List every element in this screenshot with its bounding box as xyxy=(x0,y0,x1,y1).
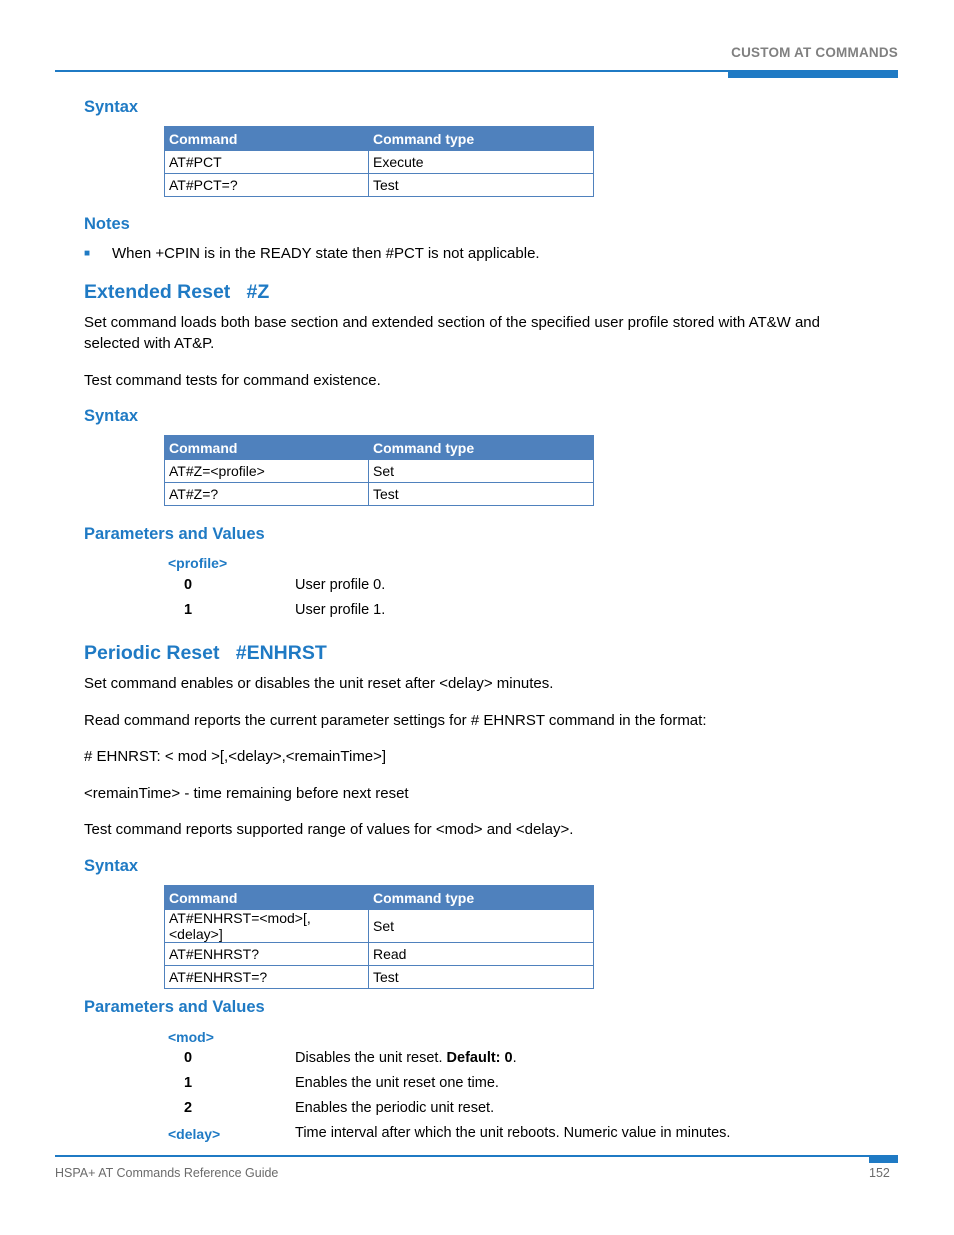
param-value-desc: Enables the periodic unit reset. xyxy=(295,1100,495,1116)
table-cell: AT#ENHRST? xyxy=(165,943,369,966)
page-number: 152 xyxy=(869,1166,890,1180)
z-syntax-table xyxy=(164,435,594,506)
param-value-desc: Enables the unit reset one time. xyxy=(295,1075,499,1091)
param-value-desc: Time interval after which the unit reboots. Numeric value in minutes. xyxy=(295,1125,731,1141)
footer-rule-block xyxy=(869,1155,898,1163)
param-desc-text: Disables the unit reset. xyxy=(295,1050,447,1066)
z-section-title xyxy=(84,281,269,304)
table-cell: AT#Z=? xyxy=(165,483,369,506)
pct-syntax-table xyxy=(164,126,594,197)
table-header-row xyxy=(165,886,594,910)
table-cell: AT#PCT xyxy=(165,151,369,174)
table-row xyxy=(165,483,594,506)
table-cell: Set xyxy=(369,910,594,943)
table-row xyxy=(165,460,594,483)
z-title-text: Extended Reset #Z xyxy=(84,281,270,303)
z-description: Set command loads both base section and extended section of the specified user profile stored with AT&W and selected with AT&P. xyxy=(84,314,820,352)
table-cell: AT#ENHRST=<mod>[,<delay>] xyxy=(165,910,369,943)
param-value-desc xyxy=(295,1050,517,1066)
enhrst-read-format: # EHNRST: < mod >[,<delay>,<remainTime>] xyxy=(84,748,387,765)
param-value: 0 xyxy=(184,577,193,593)
pct-note-text: When +CPIN is in the READY state then #PCT is not applicable. xyxy=(112,245,540,262)
table-row xyxy=(165,174,594,197)
table-cell: Test xyxy=(369,174,594,197)
table-cell: Test xyxy=(369,966,594,989)
param-value: 0 xyxy=(184,1050,193,1066)
param-name-delay: <delay> xyxy=(168,1126,221,1142)
param-value: 1 xyxy=(184,602,193,618)
param-value: 2 xyxy=(184,1100,193,1116)
table-header-row xyxy=(165,436,594,460)
table-row xyxy=(165,910,594,943)
footer-doc-title: HSPA+ AT Commands Reference Guide xyxy=(55,1166,279,1180)
enhrst-title-text: Periodic Reset #ENHRST xyxy=(84,642,327,664)
table-cell: Test xyxy=(369,483,594,506)
table-header-row xyxy=(165,127,594,151)
enhrst-read-description: Read command reports the current parameter settings for # EHNRST command in the format: xyxy=(84,712,707,729)
table-header-cell: Command type xyxy=(369,886,594,910)
table-cell: Set xyxy=(369,460,594,483)
table-header-cell: Command type xyxy=(369,436,594,460)
enhrst-section-title xyxy=(84,642,327,665)
table-header-cell: Command xyxy=(165,127,369,151)
square-bullet-icon: ■ xyxy=(84,248,91,259)
param-name-mod: <mod> xyxy=(168,1029,214,1045)
param-default: Default: 0 xyxy=(446,1050,513,1066)
footer-rule xyxy=(55,1155,898,1157)
enhrst-params-heading: Parameters and Values xyxy=(84,998,265,1016)
table-cell: AT#ENHRST=? xyxy=(165,966,369,989)
enhrst-remaintime-desc: <remainTime> - time remaining before next reset xyxy=(84,785,409,802)
z-syntax-heading: Syntax xyxy=(84,407,139,425)
param-value-desc: User profile 1. xyxy=(295,602,386,618)
enhrst-syntax-heading: Syntax xyxy=(84,857,139,875)
table-cell: Read xyxy=(369,943,594,966)
enhrst-syntax-table xyxy=(164,885,594,989)
table-header-cell: Command type xyxy=(369,127,594,151)
running-header: CUSTOM AT COMMANDS xyxy=(731,45,898,60)
table-row xyxy=(165,151,594,174)
table-cell: AT#PCT=? xyxy=(165,174,369,197)
table-header-cell: Command xyxy=(165,436,369,460)
table-header-cell: Command xyxy=(165,886,369,910)
table-cell: AT#Z=<profile> xyxy=(165,460,369,483)
z-test-description: Test command tests for command existence. xyxy=(84,372,381,389)
table-cell: Execute xyxy=(369,151,594,174)
z-params-heading: Parameters and Values xyxy=(84,525,265,543)
table-row xyxy=(165,943,594,966)
table-row xyxy=(165,966,594,989)
param-value-desc: User profile 0. xyxy=(295,577,386,593)
pct-notes-heading: Notes xyxy=(84,215,130,233)
enhrst-test-description: Test command reports supported range of values for <mod> and <delay>. xyxy=(84,821,574,838)
header-rule-block xyxy=(728,70,898,78)
param-name-profile: <profile> xyxy=(168,555,228,571)
param-value: 1 xyxy=(184,1075,193,1091)
enhrst-description: Set command enables or disables the unit reset after <delay> minutes. xyxy=(84,675,554,692)
pct-syntax-heading: Syntax xyxy=(84,98,139,116)
param-desc-tail: . xyxy=(512,1050,517,1066)
